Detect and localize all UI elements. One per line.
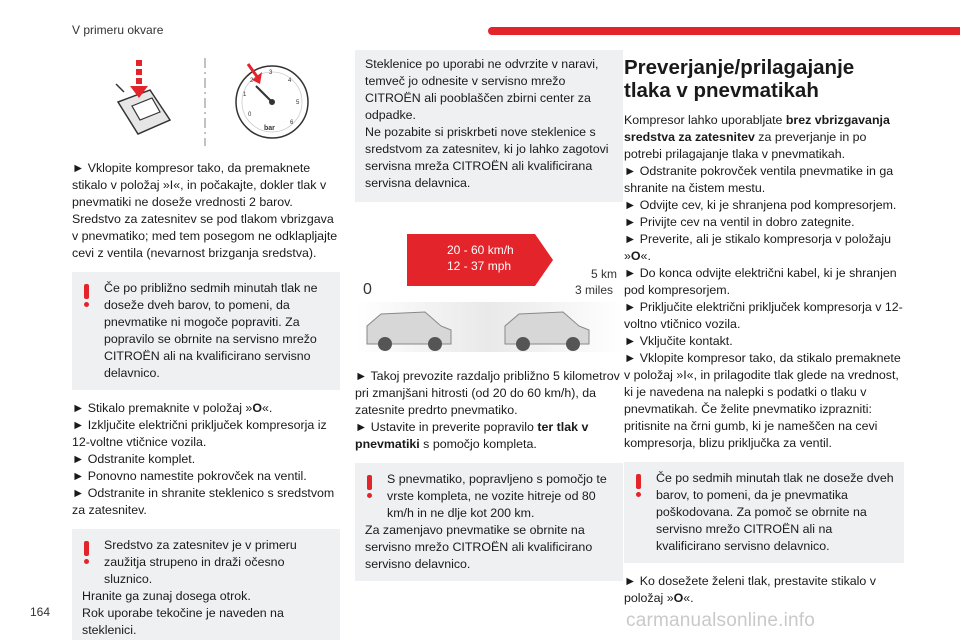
compressor-illustration bbox=[72, 50, 340, 152]
step-unwind-cable: ► Do konca odvijte električni kabel, ki je shranjen pod kompresorjem. bbox=[624, 266, 897, 297]
column-2 bbox=[355, 50, 623, 591]
paragraph-inflate: ► Vklopite kompresor tako, da premaknete stikalo v položaj »I«, in počakajte, dokler tlak v pnevmatiki ne doseže vrednosti 2 barov. Sredstvo za zatesnitev se pod tlakom vbrizgava v pnevmatiko; med tem posegom ne odklapljajte cevi z ventila (nevarnost brizganja sredstva). bbox=[72, 161, 338, 260]
warning-box-pressure bbox=[72, 272, 340, 390]
step-unwind-hose: ► Odvijte cev, ki je shranjena pod kompresorjem. bbox=[624, 198, 897, 212]
compressor-switch-icon bbox=[116, 60, 170, 134]
warning-text: Sredstvo za zatesnitev je v primeru zaužitja strupeno in draži očesno sluznico. bbox=[104, 538, 297, 586]
warning-text-2: Hranite ga zunaj dosega otrok. bbox=[82, 589, 251, 603]
gauge-tick-6: 6 bbox=[290, 120, 294, 126]
warning-box-damaged-tyre bbox=[624, 462, 904, 563]
gauge-tick-0: 0 bbox=[248, 112, 252, 118]
distance-miles: 3 miles bbox=[575, 283, 614, 297]
step-screw-hose: ► Privijte cev na ventil in dobro zategnite. bbox=[624, 215, 855, 229]
section-title: Preverjanje/prilagajanje tlaka v pnevmatikah bbox=[624, 56, 855, 102]
pressure-gauge-icon bbox=[236, 64, 308, 138]
step-connect-plug: ► Priključite električni priključek kompresorja v 12-voltno vtičnico vozila. bbox=[624, 300, 903, 331]
paragraph-drive: ► Takoj prevozite razdaljo približno 5 kilometrov pri zmanjšani hitrosti (od 20 do 60 km/h), da zatesnite predrto pnevmatiko. bbox=[355, 369, 620, 417]
step-store-bottle: ► Odstranite in shranite steklenico s sredstvom za zatesnitev. bbox=[72, 486, 335, 517]
chapter-title: V primeru okvare bbox=[72, 23, 164, 37]
page-number: 164 bbox=[30, 605, 51, 619]
gauge-tick-5: 5 bbox=[296, 100, 300, 106]
step-switch-off-final: ► Ko dosežete želeni tlak, prestavite stikalo v položaj »O«. bbox=[624, 574, 876, 605]
warning-icon bbox=[84, 541, 90, 563]
warning-text-2: Za zamenjavo pnevmatike se obrnite na servisno mrežo CITROËN ali kvalificirano servisno delavnico. bbox=[365, 523, 593, 571]
watermark: carmanualsonline.info bbox=[626, 610, 816, 631]
warning-icon bbox=[367, 475, 373, 497]
step-remove-valve-cap: ► Odstranite pokrovček ventila pnevmatike in ga shranite na čistem mestu. bbox=[624, 164, 894, 195]
gauge-tick-3: 3 bbox=[269, 70, 273, 76]
gauge-unit: bar bbox=[264, 125, 275, 132]
warning-icon bbox=[636, 474, 642, 496]
gauge-tick-1: 1 bbox=[243, 92, 247, 98]
step-check-switch: ► Preverite, ali je stikalo kompresorja v položaju »O«. bbox=[624, 232, 892, 263]
speed-kmh: 20 - 60 km/h bbox=[447, 243, 514, 257]
speed-mph: 12 - 37 mph bbox=[447, 259, 512, 273]
distance-start: 0 bbox=[363, 281, 372, 298]
speed-distance-illustration bbox=[355, 224, 623, 354]
note-text-1: Steklenice po uporabi ne odvrzite v naravi, temveč jo odnesite v servisno mrežo CITROËN ali pooblaščen zbirni center za odpadke. bbox=[365, 57, 599, 122]
gauge-tick-2: 2 bbox=[250, 78, 254, 84]
note-text-2: Ne pozabite si priskrbeti nove steklenice s sredstvom za zatesnitev, ki jo lahko zagotovi servisna mreža CITROËN ali kvalificirana servisna delavnica. bbox=[365, 125, 609, 190]
disposal-note bbox=[355, 50, 623, 202]
gauge-tick-4: 4 bbox=[288, 78, 292, 84]
step-adjust-pressure: ► Vklopite kompresor tako, da stikalo premaknete v položaj »I«, in prilagodite tlak glede na vrednost, ki je navedena na nalepki s podatki o tlaku v pnevmatikah. Če želite pnevmatiko izprazniti: pritisnite na črni gumb, ki je nameščen na cevi kompresorja, blizu priključka za ventil. bbox=[624, 351, 901, 450]
step-switch-off: ► Stikalo premaknite v položaj »O«. bbox=[72, 401, 273, 415]
warning-text: Če po približno sedmih minutah tlak ne doseže dveh barov, to pomeni, da pnevmatike ni mogoče popraviti. Za popravilo se obrnite na servisno mrežo CITROËN ali na kvalificirano servisno delavnico. bbox=[104, 281, 318, 380]
header-accent-bar bbox=[488, 27, 960, 35]
step-ignition: ► Vključite kontakt. bbox=[624, 334, 733, 348]
warning-box-speed-limit bbox=[355, 463, 623, 581]
paragraph-check-repair: ► Ustavite in preverite popravilo ter tlak v pnevmatiki s pomočjo kompleta. bbox=[355, 420, 589, 451]
intro-paragraph: Kompresor lahko uporabljate brez vbrizgavanja sredstva za zatesnitev za preverjanje in po potrebi prilagajanje tlaka v pnevmatikah. bbox=[624, 113, 890, 161]
column-3 bbox=[624, 50, 904, 607]
switch-and-gauge-illustration bbox=[72, 50, 340, 152]
step-disconnect: ► Izključite električni priključek kompresorja iz 12-voltne vtičnice vozila. bbox=[72, 418, 327, 449]
warning-icon bbox=[84, 284, 90, 306]
warning-text-3: Rok uporabe tekočine je naveden na steklenici. bbox=[82, 606, 284, 637]
step-refit-cap: ► Ponovno namestite pokrovček na ventil. bbox=[72, 469, 307, 483]
driving-illustration bbox=[355, 224, 623, 354]
step-remove-kit: ► Odstranite komplet. bbox=[72, 452, 196, 466]
column-1 bbox=[72, 50, 340, 640]
warning-text: Če po sedmih minutah tlak ne doseže dveh barov, to pomeni, da je pnevmatika poškodovana. Za pomoč se obrnite na servisno mrežo CITROËN ali na kvalificirano servisno delavnico. bbox=[656, 471, 894, 553]
warning-box-toxic bbox=[72, 529, 340, 640]
distance-km: 5 km bbox=[591, 267, 618, 281]
warning-text: S pnevmatiko, popravljeno s pomočjo te vrste kompleta, ne vozite hitreje od 80 km/h in ne dlje kot 200 km. bbox=[387, 472, 607, 520]
